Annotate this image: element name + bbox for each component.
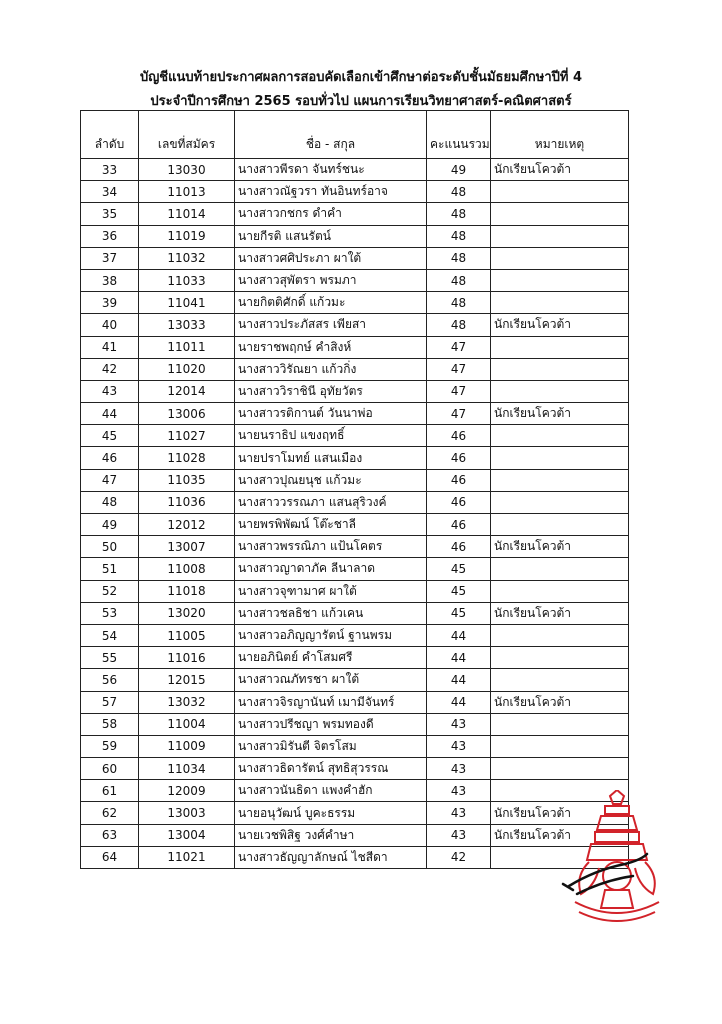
table-row bbox=[81, 403, 629, 425]
cell-order: 44 bbox=[81, 403, 139, 425]
cell-order: 40 bbox=[81, 314, 139, 336]
cell-order: 39 bbox=[81, 292, 139, 314]
table-row bbox=[81, 269, 629, 291]
cell-order: 38 bbox=[81, 269, 139, 291]
table-row bbox=[81, 735, 629, 757]
table-row bbox=[81, 292, 629, 314]
cell-remark bbox=[491, 624, 629, 646]
cell-application-no: 11036 bbox=[139, 491, 235, 513]
cell-total-score: 43 bbox=[427, 758, 491, 780]
cell-order: 64 bbox=[81, 846, 139, 868]
cell-order: 63 bbox=[81, 824, 139, 846]
table-row bbox=[81, 358, 629, 380]
cell-total-score: 48 bbox=[427, 247, 491, 269]
cell-remark bbox=[491, 469, 629, 491]
header-order: ลำดับ bbox=[81, 111, 139, 159]
cell-order: 52 bbox=[81, 580, 139, 602]
cell-total-score: 44 bbox=[427, 624, 491, 646]
cell-order: 43 bbox=[81, 380, 139, 402]
cell-order: 56 bbox=[81, 669, 139, 691]
cell-order: 41 bbox=[81, 336, 139, 358]
cell-total-score: 46 bbox=[427, 425, 491, 447]
cell-order: 61 bbox=[81, 780, 139, 802]
cell-remark bbox=[491, 558, 629, 580]
cell-order: 46 bbox=[81, 447, 139, 469]
cell-remark: นักเรียนโควต้า bbox=[491, 536, 629, 558]
cell-name: นายอภินิตย์ คำโสมศรี bbox=[235, 647, 427, 669]
cell-name: นางสาวนันธิดา แพงคำฮัก bbox=[235, 780, 427, 802]
cell-name: นางสาวธิดารัตน์ สุทธิสุวรรณ bbox=[235, 758, 427, 780]
table-row bbox=[81, 159, 629, 181]
cell-order: 54 bbox=[81, 624, 139, 646]
cell-total-score: 47 bbox=[427, 380, 491, 402]
cell-name: นายเวชพิสิฐ วงศ์คำษา bbox=[235, 824, 427, 846]
cell-application-no: 13003 bbox=[139, 802, 235, 824]
cell-order: 47 bbox=[81, 469, 139, 491]
cell-remark bbox=[491, 580, 629, 602]
cell-order: 42 bbox=[81, 358, 139, 380]
table-row bbox=[81, 181, 629, 203]
cell-application-no: 11019 bbox=[139, 225, 235, 247]
cell-order: 36 bbox=[81, 225, 139, 247]
cell-total-score: 47 bbox=[427, 403, 491, 425]
cell-order: 51 bbox=[81, 558, 139, 580]
cell-application-no: 11013 bbox=[139, 181, 235, 203]
table-body bbox=[81, 159, 629, 869]
table-row bbox=[81, 225, 629, 247]
table-row bbox=[81, 203, 629, 225]
cell-order: 34 bbox=[81, 181, 139, 203]
cell-order: 45 bbox=[81, 425, 139, 447]
cell-application-no: 11033 bbox=[139, 269, 235, 291]
cell-order: 55 bbox=[81, 647, 139, 669]
table-row bbox=[81, 558, 629, 580]
header-total-score: คะแนนรวม bbox=[427, 111, 491, 159]
cell-total-score: 43 bbox=[427, 802, 491, 824]
cell-remark bbox=[491, 647, 629, 669]
cell-name: นายปราโมทย์ แสนเมือง bbox=[235, 447, 427, 469]
cell-remark bbox=[491, 292, 629, 314]
cell-total-score: 48 bbox=[427, 181, 491, 203]
cell-application-no: 13004 bbox=[139, 824, 235, 846]
cell-remark bbox=[491, 358, 629, 380]
cell-total-score: 48 bbox=[427, 292, 491, 314]
cell-name: นายพรพิพัฒน์ โต๊ะชาลี bbox=[235, 514, 427, 536]
cell-order: 48 bbox=[81, 491, 139, 513]
cell-application-no: 11018 bbox=[139, 580, 235, 602]
cell-name: นางสาวชลธิชา แก้วเคน bbox=[235, 602, 427, 624]
cell-total-score: 44 bbox=[427, 691, 491, 713]
cell-remark: นักเรียนโควต้า bbox=[491, 159, 629, 181]
cell-name: นายอนุวัฒน์ บูคะธรรม bbox=[235, 802, 427, 824]
cell-remark: นักเรียนโควต้า bbox=[491, 691, 629, 713]
cell-name: นางสาวพรรณิภา แป้นโคตร bbox=[235, 536, 427, 558]
cell-name: นางสาวณภัทรชา ผาใต้ bbox=[235, 669, 427, 691]
table-row bbox=[81, 425, 629, 447]
header-application-no: เลขที่สมัคร bbox=[139, 111, 235, 159]
cell-application-no: 11020 bbox=[139, 358, 235, 380]
cell-order: 35 bbox=[81, 203, 139, 225]
cell-remark: นักเรียนโควต้า bbox=[491, 403, 629, 425]
table-row bbox=[81, 824, 629, 846]
cell-remark bbox=[491, 514, 629, 536]
cell-remark: นักเรียนโควต้า bbox=[491, 802, 629, 824]
table-row bbox=[81, 447, 629, 469]
table-row bbox=[81, 758, 629, 780]
cell-remark bbox=[491, 669, 629, 691]
cell-total-score: 48 bbox=[427, 225, 491, 247]
cell-name: นางสาวประภัสสร เพียสา bbox=[235, 314, 427, 336]
cell-application-no: 11028 bbox=[139, 447, 235, 469]
cell-order: 57 bbox=[81, 691, 139, 713]
cell-total-score: 47 bbox=[427, 336, 491, 358]
table-row bbox=[81, 846, 629, 868]
cell-total-score: 49 bbox=[427, 159, 491, 181]
cell-name: นายราชพฤกษ์ คำสิงห์ bbox=[235, 336, 427, 358]
table-row bbox=[81, 380, 629, 402]
cell-name: นางสาวกชกร ดำคำ bbox=[235, 203, 427, 225]
cell-application-no: 11034 bbox=[139, 758, 235, 780]
cell-total-score: 43 bbox=[427, 780, 491, 802]
cell-application-no: 11009 bbox=[139, 735, 235, 757]
cell-total-score: 45 bbox=[427, 602, 491, 624]
table-row bbox=[81, 580, 629, 602]
cell-order: 62 bbox=[81, 802, 139, 824]
cell-total-score: 44 bbox=[427, 647, 491, 669]
cell-name: นางสาวจิรญานันท์ เมามีจันทร์ bbox=[235, 691, 427, 713]
cell-total-score: 43 bbox=[427, 713, 491, 735]
cell-name: นางสาวปุณยนุช แก้วมะ bbox=[235, 469, 427, 491]
document-title-line2: ประจำปีการศึกษา 2565 รอบทั่วไป แผนการเรียนวิทยาศาสตร์-คณิตศาสตร์ bbox=[150, 94, 572, 109]
cell-name: นางสาวญาดาภัค ลีนาลาด bbox=[235, 558, 427, 580]
cell-application-no: 11014 bbox=[139, 203, 235, 225]
cell-application-no: 12015 bbox=[139, 669, 235, 691]
cell-name: นางสาวจุฑามาศ ผาใต้ bbox=[235, 580, 427, 602]
cell-name: นางสาวธัญญาลักษณ์ ไชสีดา bbox=[235, 846, 427, 868]
cell-name: นายกิตติศักดิ์ แก้วมะ bbox=[235, 292, 427, 314]
results-table bbox=[80, 110, 629, 869]
cell-name: นางสาวณัฐวรา ทันอินทร์อาจ bbox=[235, 181, 427, 203]
cell-order: 33 bbox=[81, 159, 139, 181]
cell-application-no: 12014 bbox=[139, 380, 235, 402]
cell-total-score: 46 bbox=[427, 536, 491, 558]
cell-name: นางสาวอภิญญารัตน์ ฐานพรม bbox=[235, 624, 427, 646]
cell-total-score: 48 bbox=[427, 269, 491, 291]
cell-application-no: 11032 bbox=[139, 247, 235, 269]
cell-application-no: 11016 bbox=[139, 647, 235, 669]
cell-total-score: 48 bbox=[427, 203, 491, 225]
cell-remark bbox=[491, 269, 629, 291]
cell-application-no: 11011 bbox=[139, 336, 235, 358]
table-row bbox=[81, 602, 629, 624]
cell-total-score: 48 bbox=[427, 314, 491, 336]
cell-name: นางสาวสุพัตรา พรมภา bbox=[235, 269, 427, 291]
table-row bbox=[81, 314, 629, 336]
cell-remark bbox=[491, 425, 629, 447]
cell-order: 60 bbox=[81, 758, 139, 780]
cell-application-no: 11041 bbox=[139, 292, 235, 314]
cell-remark bbox=[491, 203, 629, 225]
cell-remark bbox=[491, 380, 629, 402]
table-row bbox=[81, 669, 629, 691]
table-row bbox=[81, 491, 629, 513]
cell-total-score: 45 bbox=[427, 558, 491, 580]
table-row bbox=[81, 780, 629, 802]
cell-application-no: 13006 bbox=[139, 403, 235, 425]
cell-name: นายกีรติ แสนรัตน์ bbox=[235, 225, 427, 247]
cell-name: นางสาววรรณภา แสนสุริวงค์ bbox=[235, 491, 427, 513]
document-title-line1: บัญชีแนบท้ายประกาศผลการสอบคัดเลือกเข้าศึกษาต่อระดับชั้นมัธยมศึกษาปีที่ 4 bbox=[139, 70, 583, 85]
cell-order: 59 bbox=[81, 735, 139, 757]
cell-remark: นักเรียนโควต้า bbox=[491, 602, 629, 624]
cell-name: นางสาววิรัณยา แก้วกิ่ง bbox=[235, 358, 427, 380]
cell-total-score: 43 bbox=[427, 824, 491, 846]
table-row bbox=[81, 514, 629, 536]
cell-total-score: 45 bbox=[427, 580, 491, 602]
cell-total-score: 46 bbox=[427, 469, 491, 491]
cell-remark bbox=[491, 735, 629, 757]
cell-application-no: 12009 bbox=[139, 780, 235, 802]
cell-order: 37 bbox=[81, 247, 139, 269]
cell-name: นายนราธิป แขงฤทธิ์ bbox=[235, 425, 427, 447]
cell-total-score: 42 bbox=[427, 846, 491, 868]
table-row bbox=[81, 691, 629, 713]
cell-remark bbox=[491, 247, 629, 269]
header-remark: หมายเหตุ bbox=[491, 111, 629, 159]
cell-total-score: 46 bbox=[427, 491, 491, 513]
school-seal-stamp bbox=[555, 790, 675, 930]
cell-name: นางสาวพีรดา จันทร์ชนะ bbox=[235, 159, 427, 181]
cell-application-no: 11005 bbox=[139, 624, 235, 646]
cell-order: 50 bbox=[81, 536, 139, 558]
cell-application-no: 13030 bbox=[139, 159, 235, 181]
cell-remark bbox=[491, 713, 629, 735]
cell-total-score: 43 bbox=[427, 735, 491, 757]
table-row bbox=[81, 802, 629, 824]
cell-order: 49 bbox=[81, 514, 139, 536]
cell-name: นางสาวรติกานต์ วันนาพ่อ bbox=[235, 403, 427, 425]
table-row bbox=[81, 647, 629, 669]
cell-remark bbox=[491, 336, 629, 358]
cell-order: 53 bbox=[81, 602, 139, 624]
cell-remark: นักเรียนโควต้า bbox=[491, 314, 629, 336]
cell-total-score: 46 bbox=[427, 514, 491, 536]
cell-application-no: 11004 bbox=[139, 713, 235, 735]
cell-name: นางสาวศศิประภา ผาใต้ bbox=[235, 247, 427, 269]
table-header-row bbox=[81, 111, 629, 159]
table-row bbox=[81, 247, 629, 269]
table-row bbox=[81, 536, 629, 558]
cell-order: 58 bbox=[81, 713, 139, 735]
cell-application-no: 13032 bbox=[139, 691, 235, 713]
cell-application-no: 11021 bbox=[139, 846, 235, 868]
header-name: ชื่อ - สกุล bbox=[235, 111, 427, 159]
cell-total-score: 44 bbox=[427, 669, 491, 691]
cell-remark bbox=[491, 181, 629, 203]
cell-name: นางสาวมิรันตี จิตรโสม bbox=[235, 735, 427, 757]
cell-application-no: 13033 bbox=[139, 314, 235, 336]
cell-application-no: 13020 bbox=[139, 602, 235, 624]
cell-application-no: 13007 bbox=[139, 536, 235, 558]
cell-remark: นักเรียนโควต้า bbox=[491, 824, 629, 846]
cell-application-no: 11008 bbox=[139, 558, 235, 580]
table-row bbox=[81, 336, 629, 358]
cell-remark bbox=[491, 447, 629, 469]
cell-remark bbox=[491, 758, 629, 780]
cell-total-score: 47 bbox=[427, 358, 491, 380]
table-row bbox=[81, 469, 629, 491]
cell-remark bbox=[491, 491, 629, 513]
cell-application-no: 11027 bbox=[139, 425, 235, 447]
cell-application-no: 12012 bbox=[139, 514, 235, 536]
cell-application-no: 11035 bbox=[139, 469, 235, 491]
table-row bbox=[81, 713, 629, 735]
table-row bbox=[81, 624, 629, 646]
cell-total-score: 46 bbox=[427, 447, 491, 469]
cell-name: นางสาวปรีชญา พรมทองดี bbox=[235, 713, 427, 735]
cell-remark bbox=[491, 225, 629, 247]
cell-name: นางสาววิราชินี อุทัยวัตร bbox=[235, 380, 427, 402]
